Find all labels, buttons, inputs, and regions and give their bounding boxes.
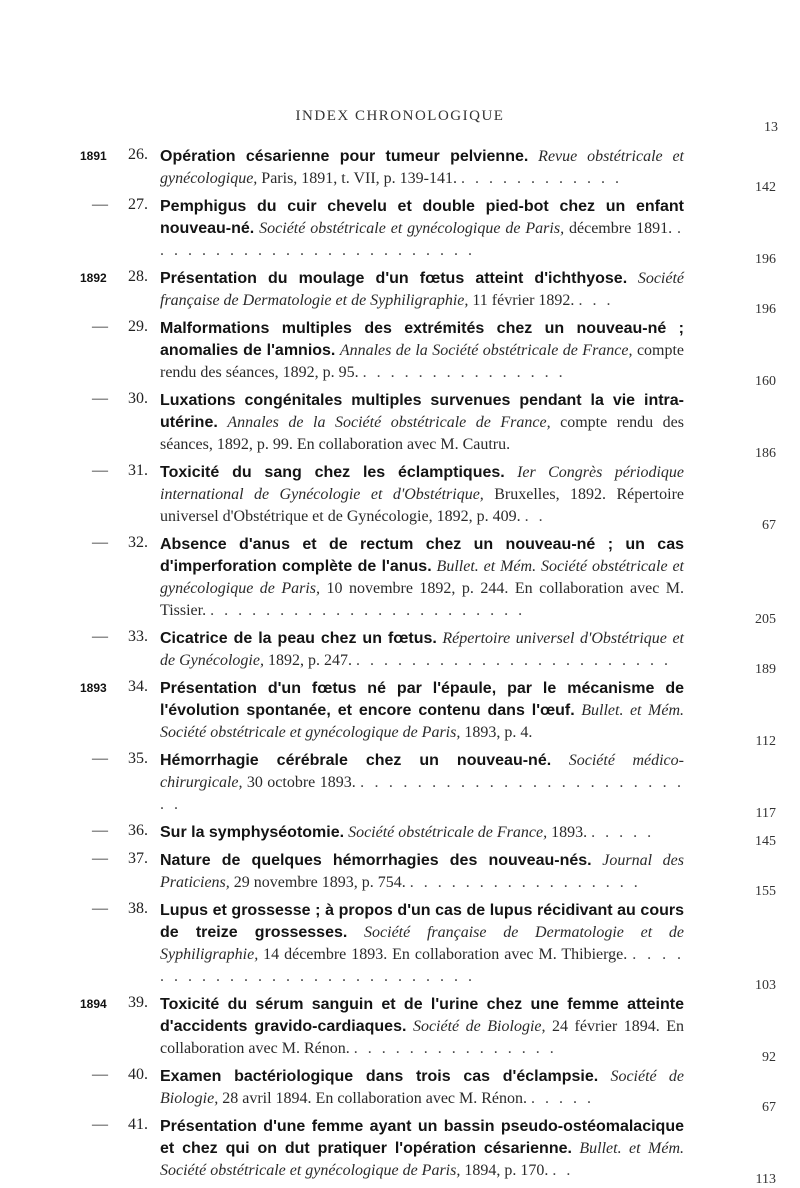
index-entry [0, 850, 800, 899]
entry-source: Bullet. et Mém. Société obstétricale et gynécologique de Paris, [160, 558, 685, 597]
entry-details: 29 novembre 1893, p. 754. [229, 874, 406, 891]
entry-page-ref: 196 [755, 302, 776, 317]
entry-number: 26. [128, 146, 148, 163]
entry-number: 41. [128, 1116, 148, 1133]
entry-title: Hémorrhagie cérébrale chez un nouveau-né. [160, 752, 552, 769]
entry-details: 1892, p. 247. [263, 652, 352, 669]
leader-dots: . . . [578, 292, 614, 309]
ditto-dash: — [92, 850, 108, 867]
entry-source: Revue obstétricale et gynécologique, [160, 148, 685, 187]
entry-number: 36. [128, 822, 148, 839]
leader-dots: . . [552, 1162, 574, 1179]
entry-body [160, 994, 684, 1060]
entry-number: 35. [128, 750, 148, 767]
entry-body [160, 900, 684, 988]
entry-title: Présentation d'une femme ayant un bassin pseudo-ostéomalacique et chez qui on dut pratiquer l'opération césarienne. [160, 1118, 684, 1157]
ditto-dash: — [92, 822, 108, 839]
entry-source: Société obstétricale de France, [348, 824, 548, 841]
entry-body [160, 750, 684, 816]
entry-body [160, 678, 684, 744]
ditto-dash: — [92, 390, 108, 407]
ditto-dash: — [92, 534, 108, 551]
entry-title: Lupus et grossesse ; à propos d'un cas de lupus récidivant au cours de treize grossesses. [160, 902, 684, 941]
entry-details: 1894, p. 170. [460, 1162, 549, 1179]
entry-source: Société de Biologie, [160, 1068, 684, 1107]
entry-source: Société de Biologie, [412, 1018, 546, 1035]
entry-number: 33. [128, 628, 148, 645]
entry-details: 14 décembre 1893. En collaboration avec [258, 946, 539, 963]
index-entry [0, 1066, 800, 1115]
ditto-dash: — [92, 628, 108, 645]
entry-number: 31. [128, 462, 148, 479]
index-entry [0, 196, 800, 267]
page-header [0, 108, 800, 135]
entry-number: 28. [128, 268, 148, 285]
entry-details: Paris, 1891, t. VII, p. 139-141. [257, 170, 457, 187]
index-entry [0, 1116, 800, 1187]
entry-title: Malformations multiples des extrémités chez un nouveau-né ; anomalies de l'amnios. [160, 320, 684, 359]
entry-source: Ier Congrès périodique international de Gynécologie et d'Obstétrique, [160, 464, 685, 503]
leader-dots: . . [524, 508, 546, 525]
entry-title: Cicatrice de la peau chez un fœtus. [160, 630, 437, 647]
entry-page-ref: 103 [755, 978, 776, 993]
entry-page-ref: 117 [755, 806, 776, 821]
entry-body [160, 822, 684, 844]
entry-title: Nature de quelques hémorrhagies des nouveau-nés. [160, 852, 592, 869]
entry-page-ref: 155 [755, 884, 776, 899]
index-entry [0, 146, 800, 195]
entry-details: 11 février 1892. [468, 292, 575, 309]
index-entry [0, 750, 800, 821]
index-entry [0, 994, 800, 1065]
entry-body [160, 146, 684, 190]
ditto-dash: — [92, 196, 108, 213]
index-entry [0, 678, 800, 749]
entry-body [160, 534, 684, 622]
entry-page-ref: 112 [755, 734, 776, 749]
entry-note: M. Tissier. [160, 580, 685, 619]
entry-source: Répertoire universel d'Obstétrique et de Gynécologie, [160, 630, 684, 669]
entry-year: 1892 [80, 271, 107, 285]
leader-dots: . . . . . . . . . . . . . . . . . . . . . . . [210, 602, 526, 619]
leader-dots: . . . . . . . . . . . . . . . [362, 364, 566, 381]
entry-page-ref: 186 [755, 446, 776, 461]
entry-note: Répertoire universel d'Obstétrique et de Gynécologie, 1892, p. 409. [160, 486, 684, 525]
entry-number: 38. [128, 900, 148, 917]
entry-year: 1894 [80, 997, 107, 1011]
entry-number: 30. [128, 390, 148, 407]
entry-number: 40. [128, 1066, 148, 1083]
entry-number: 39. [128, 994, 148, 1011]
ditto-dash: — [92, 900, 108, 917]
entry-page-ref: 67 [762, 518, 776, 533]
running-title: INDEX CHRONOLOGIQUE [295, 108, 505, 124]
entry-source: Bullet. et Mém. Société obstétricale et gynécologique de Paris, [160, 1140, 684, 1179]
leader-dots: . . . . . . . . . . . . [461, 170, 622, 187]
entry-source: Journal des Praticiens, [160, 852, 685, 891]
entry-details: Bruxelles, 1892. [483, 486, 617, 503]
index-entry [0, 628, 800, 677]
entry-body [160, 318, 684, 384]
entry-title: Présentation d'un fœtus né par l'épaule, par le mécanisme de l'évolution spontanée, et encore contenu dans l'œuf. [160, 680, 684, 719]
entry-body [160, 1066, 684, 1110]
entry-body [160, 390, 684, 456]
entry-body [160, 850, 684, 894]
entry-number: 37. [128, 850, 148, 867]
entry-details: décembre 1891. [564, 220, 673, 237]
entry-number: 29. [128, 318, 148, 335]
ditto-dash: — [92, 462, 108, 479]
entry-source: Annales de la Société obstétricale de France, [339, 342, 633, 359]
entry-details: compte rendu des séances, 1892, p. 99. En collaboration avec [160, 414, 685, 453]
index-entry [0, 822, 800, 849]
leader-dots: . . . . . [591, 824, 655, 841]
entry-source: Société médico-chirurgicale, [160, 752, 684, 791]
entry-year: 1893 [80, 681, 107, 695]
entry-source: Société obstétricale et gynécologique de Paris, [259, 220, 565, 237]
entry-title: Toxicité du sérum sanguin et de l'urine chez une femme atteinte d'accidents gravido-cardiaques. [160, 996, 684, 1035]
leader-dots: . . . . . . . . . . . . . . . . . . . . . . . . . [160, 774, 685, 813]
entry-title: Opération césarienne pour tumeur pelvienne. [160, 148, 529, 165]
entry-number: 34. [128, 678, 148, 695]
leader-dots: . . . . . . . . . . . . . . . . . . . . . . . [355, 652, 671, 669]
ditto-dash: — [92, 318, 108, 335]
entry-body [160, 628, 684, 672]
entry-note: M. Thibierge. [538, 946, 628, 963]
entry-number: 27. [128, 196, 148, 213]
entry-details: 24 février 1894. En collaboration avec [160, 1018, 684, 1057]
index-entry [0, 390, 800, 461]
entry-details: 1893. [547, 824, 588, 841]
entry-year: 1891 [80, 149, 107, 163]
entry-page-ref: 189 [755, 662, 776, 677]
entry-title: Luxations congénitales multiples survenues pendant la vie intra-utérine. [160, 392, 684, 431]
entry-note: M. Cautru. [440, 436, 511, 453]
leader-dots: . . . . . [531, 1090, 595, 1107]
entry-page-ref: 67 [762, 1100, 776, 1115]
index-entry [0, 318, 800, 389]
entry-body [160, 1116, 684, 1182]
entry-source: Bullet. et Mém. Société obstétricale et gynécologique de Paris, [160, 702, 684, 741]
index-entry [0, 462, 800, 533]
index-entry [0, 900, 800, 993]
chronological-index-list [0, 146, 800, 1188]
index-entry [0, 534, 800, 627]
ditto-dash: — [92, 1116, 108, 1133]
entry-page-ref: 142 [755, 180, 776, 195]
leader-dots: . . . . . . . . . . . . . . . . . [409, 874, 641, 891]
entry-note: M. Rénon. [281, 1040, 350, 1057]
entry-body [160, 196, 684, 262]
entry-page-ref: 196 [755, 252, 776, 267]
entry-title: Toxicité du sang chez les éclamptiques. [160, 464, 505, 481]
ditto-dash: — [92, 750, 108, 767]
entry-title: Sur la symphyséotomie. [160, 824, 345, 841]
entry-number: 32. [128, 534, 148, 551]
index-entry [0, 268, 800, 317]
entry-details: 10 novembre 1892, p. 244. En collaboration avec [320, 580, 666, 597]
entry-page-ref: 113 [755, 1172, 776, 1187]
entry-body [160, 462, 684, 528]
leader-dots: . . . . . . . . . . . . . . . . . . . . . . . . . . . [160, 946, 685, 985]
entry-details: compte rendu des séances, 1892, p. 95. [160, 342, 685, 381]
entry-details: 28 avril 1894. En collaboration avec [218, 1090, 460, 1107]
entry-source: Annales de la Société obstétricale de France, [227, 414, 551, 431]
entry-details: 30 octobre 1893. [242, 774, 356, 791]
leader-dots: . . . . . . . . . . . . . . . [353, 1040, 557, 1057]
entry-page-ref: 92 [762, 1050, 776, 1065]
entry-page-ref: 205 [755, 612, 776, 627]
entry-source: Société française de Dermatologie et de Syphiligraphie, [160, 270, 685, 309]
entry-note: M. Rénon. [459, 1090, 528, 1107]
entry-source: Société française de Dermatologie et de Syphiligraphie, [160, 924, 684, 963]
leader-dots: . . . . . . . . . . . . . . . . . . . . . . . . [160, 220, 685, 259]
entry-body [160, 268, 684, 312]
entry-title: Absence d'anus et de rectum chez un nouveau-né ; un cas d'imperforation complète de l'anus. [160, 536, 684, 575]
entry-page-ref: 145 [755, 834, 776, 849]
folio-page-number: 13 [764, 120, 778, 135]
entry-title: Pemphigus du cuir chevelu et double pied-bot chez un enfant nouveau-né. [160, 198, 684, 237]
entry-title: Présentation du moulage d'un fœtus atteint d'ichthyose. [160, 270, 628, 287]
entry-page-ref: 160 [755, 374, 776, 389]
entry-title: Examen bactériologique dans trois cas d'éclampsie. [160, 1068, 599, 1085]
ditto-dash: — [92, 1066, 108, 1083]
entry-details: 1893, p. 4. [460, 724, 533, 741]
